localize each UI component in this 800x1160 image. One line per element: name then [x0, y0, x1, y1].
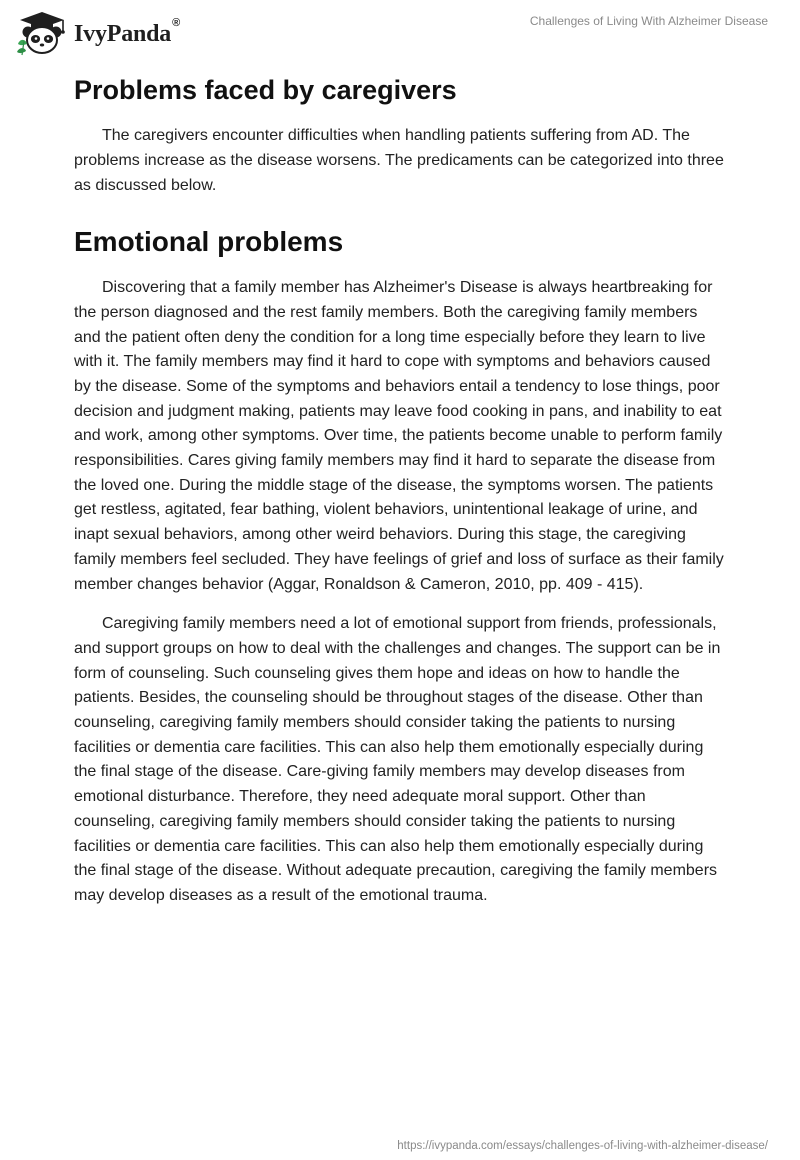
article-body: [74, 74, 728, 909]
source-url[interactable]: https://ivypanda.com/essays/challenges-of-living-with-alzheimer-disease/: [397, 1140, 768, 1152]
brand-logo[interactable]: [14, 10, 180, 56]
page-header: [0, 0, 800, 70]
heading-problems-caregivers: Problems faced by caregivers: [74, 75, 457, 105]
panda-graduate-icon: [14, 10, 70, 56]
paragraph-intro: The caregivers encounter difficulties when handling patients suffering from AD. The problems increase as the disease worsens. The predicaments can be categorized into three as discussed below.: [74, 127, 724, 194]
document-title: Challenges of Living With Alzheimer Disease: [529, 14, 768, 28]
paragraph-emotional-2: Caregiving family members need a lot of emotional support from friends, professionals, and support groups on how to deal with the challenges and changes. The support can be in form of counseling. Such counseling gives them hope and ideas on how to handle the patients. Besides, the counseling should be throughout stages of the disease. Other than counseling, caregiving family members should consider taking the patients to nursing facilities or dementia care facilities. This can also help them emotionally especially during the final stage of the disease. Care-giving family members may develop diseases from emotional disturbance. Therefore, they need adequate moral support. Other than counseling, caregiving family members should consider taking the patients to nursing facilities or dementia care facilities. This can also help them emotionally especially during the final stage of the disease. Without adequate precaution, caregiving the family members may develop diseases as a result of the emotional trauma.: [74, 615, 721, 904]
heading-emotional-problems: Emotional problems: [74, 225, 344, 257]
registered-mark: ®: [172, 16, 181, 29]
brand-name: IvyPanda®: [74, 16, 181, 47]
paragraph-emotional-1: Discovering that a family member has Alzheimer's Disease is always heartbreaking for the person diagnosed and the rest family members. Both the caregiving family members and the patient often deny the condition for a long time especially before they learn to live with it. The family members may find it hard to cope with symptoms and behaviors caused by the disease. Some of the symptoms and behaviors entail a tendency to lose things, poor decision and judgment making, patients may leave food cooking in pans, and inability to eat and work, among other symptoms. Over time, the patients become unable to perform family responsibilities. Cares giving family members may find it hard to separate the disease from the loved one. During the middle stage of the disease, the symptoms worsen. The patients get restless, agitated, fear bathing, violent behaviors, unintentional leakage of urine, and inapt sexual behaviors, among other weird behaviors. During this stage, the caregiving family members feel secluded. They have feelings of grief and loss of surface as their family member changes behavior (Aggar, Ronaldson & Cameron, 2010, pp. 409 - 415).: [74, 279, 724, 593]
